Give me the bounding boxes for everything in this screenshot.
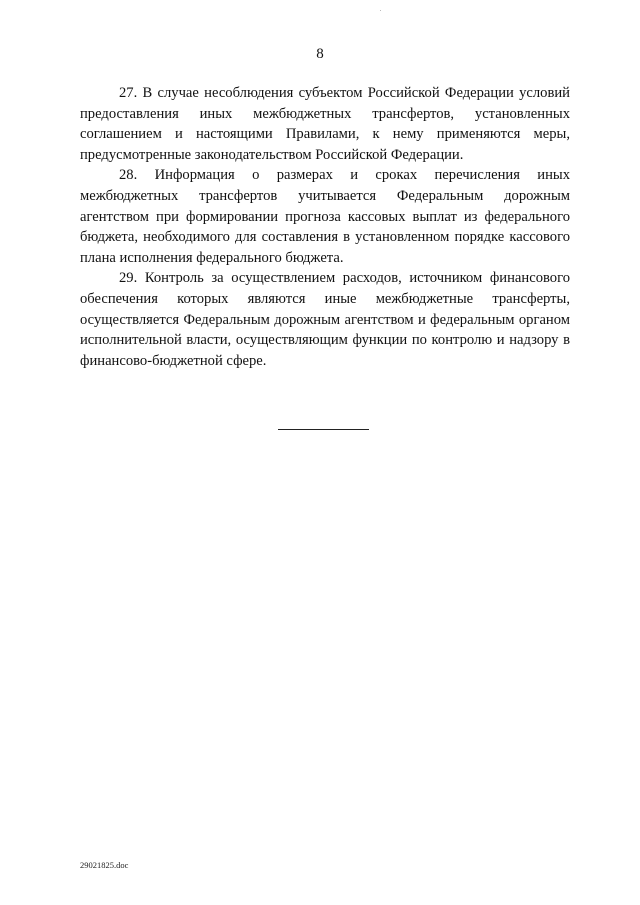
page-number: 8	[316, 46, 324, 62]
paragraph-27: 27. В случае несоблюдения субъектом Российской Федерации условий предоставления иных межбюджетных трансфертов, установленных соглашением и настоящими Правилами, к нему применяются меры, предусмотренные законодательством Российской Федерации.	[80, 85, 570, 163]
document-body	[80, 83, 570, 371]
paragraph-29: 29. Контроль за осуществлением расходов, источником финансового обеспечения которых являются иные межбюджетные трансферты, осуществляется Федеральным дорожным агентством и федеральным органом исполнительной власти, осуществляющим функции по контролю и надзору в финансово-бюджетной сфере.	[80, 270, 570, 369]
paragraph-28: 28. Информация о размерах и сроках перечисления иных межбюджетных трансфертов учитывается Федеральным дорожным агентством при формировании прогноза кассовых выплат из федерального бюджета, необходимого для составления в установленном порядке кассового плана исполнения федерального бюджета.	[80, 167, 570, 266]
scan-speck	[380, 10, 381, 11]
closing-rule	[278, 429, 369, 430]
document-file-code: 29021825.doc	[80, 860, 129, 870]
